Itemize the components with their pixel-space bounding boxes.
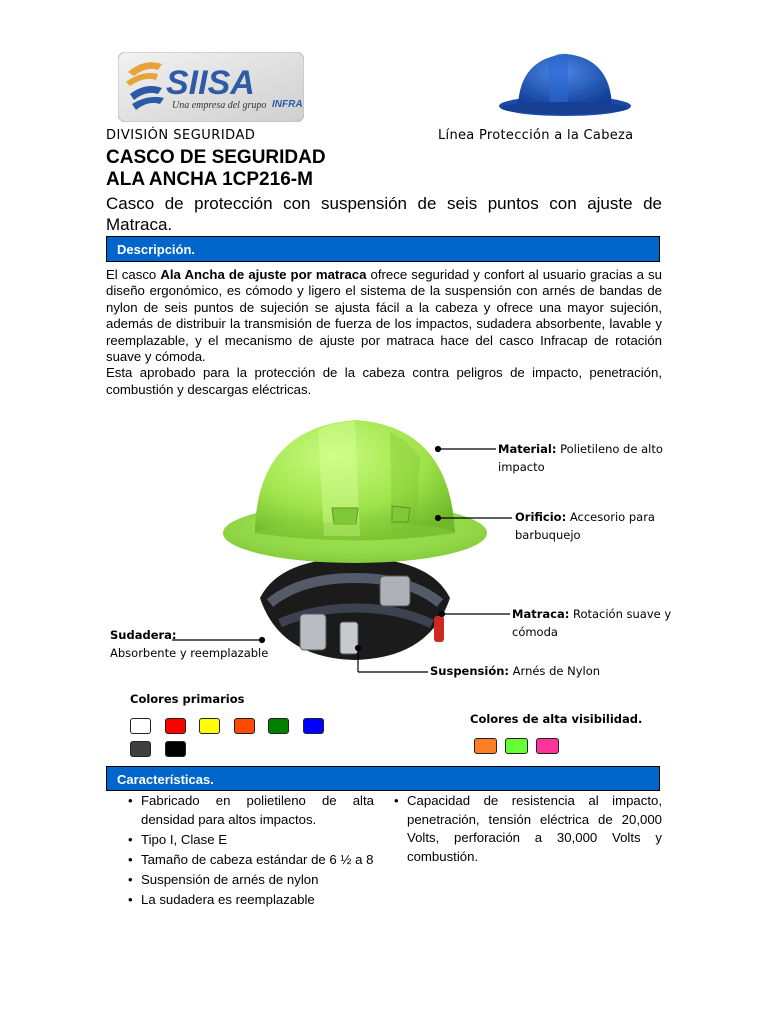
callout-orificio-label: Orificio: [515,510,567,524]
high-vis-color-swatch [505,738,528,754]
callout-material-label: Material: [498,442,557,456]
characteristic-item: • Capacidad de resistencia al impacto, penetración, tensión eléctrica de 20,000 Volts, perforación a 30,000 Volts y combustión. [394,792,662,866]
callout-matraca-text-2: cómoda [512,625,558,639]
callout-sudadera-text: Absorbente y reemplazable [110,646,269,660]
logo-tagline: Una empresa del grupo [172,100,267,111]
callout-material [498,440,668,476]
callout-matraca-text: Rotación suave y [569,607,672,621]
primary-color-swatch [130,741,151,757]
primary-colors-label: Colores primarios [130,692,245,706]
characteristic-item: • Fabricado en polietileno de alta densidad para altos impactos. [128,792,374,829]
characteristic-item: • La sudadera es reemplazable [128,891,374,910]
title-line-1: CASCO DE SEGURIDAD [106,147,326,168]
division-label: DIVISIÓN SEGURIDAD [106,128,256,143]
callout-orificio-text-2: barbuquejo [515,528,581,542]
primary-color-swatch [234,718,255,734]
high-vis-color-swatch [474,738,497,754]
callout-suspension-label: Suspensión: [430,664,510,678]
primary-color-swatch [303,718,324,734]
callout-sudadera-label: Sudadera: [110,628,177,642]
characteristic-item: • Tamaño de cabeza estándar de 6 ½ a 8 [128,851,374,870]
characteristics-list-left [128,792,374,911]
primary-color-swatch [165,718,186,734]
callout-suspension-text: Arnés de Nylon [509,664,601,678]
callout-orificio-text: Accesorio para [566,510,655,524]
svg-text:SIISA: SIISA [166,64,255,102]
characteristic-item: • Suspensión de arnés de nylon [128,871,374,890]
description-rest: ofrece seguridad y confort al usuario gracias a su diseño ergonómico, es cómodo y ligero el sistema de la suspensión con arnés de bandas de nylon de seis puntos de sujeción se ajusta fácil a la cabeza y ofrece una mayor sujeción, además de distribuir la transmisión de fuerza de los impactos, sudadera absorbente, lavable y reemplazable, y el mecanismo de ajuste por matraca hace del casco Infracap de rotación suave y cómoda. [106,267,662,365]
description-prefix: El casco [106,267,161,282]
callout-sudadera [110,626,280,662]
characteristics-header-bar [106,766,660,791]
callout-material-text-2: impacto [498,460,545,474]
description-bold: Ala Ancha de ajuste por matraca [160,267,367,282]
callout-suspension [430,662,620,680]
characteristics-heading: Características. [117,772,214,787]
high-vis-colors-label: Colores de alta visibilidad. [470,712,643,726]
primary-color-swatch [165,741,186,757]
callout-matraca [512,605,672,641]
logo-group: INFRA [272,99,303,110]
characteristics-list-right [394,792,662,868]
characteristic-item: • Tipo I, Clase E [128,831,374,850]
title-line-2: ALA ANCHA 1CP216-M [106,169,313,190]
primary-color-swatch [130,718,151,734]
callout-matraca-label: Matraca: [512,607,570,621]
product-line-label: Línea Protección a la Cabeza [438,128,634,143]
primary-color-swatch [199,718,220,734]
callout-material-text: Polietileno de alto [556,442,663,456]
high-vis-color-swatch [536,738,559,754]
callout-orificio [515,508,675,544]
product-subtitle: Casco de protección con suspensión de seis puntos con ajuste de Matraca. [106,194,662,234]
description-heading: Descripción. [117,242,196,257]
primary-color-swatch [268,718,289,734]
description-paragraph-2: Esta aprobado para la protección de la cabeza contra peligros de impacto, penetración, combustión y descargas eléctricas. [106,365,662,397]
